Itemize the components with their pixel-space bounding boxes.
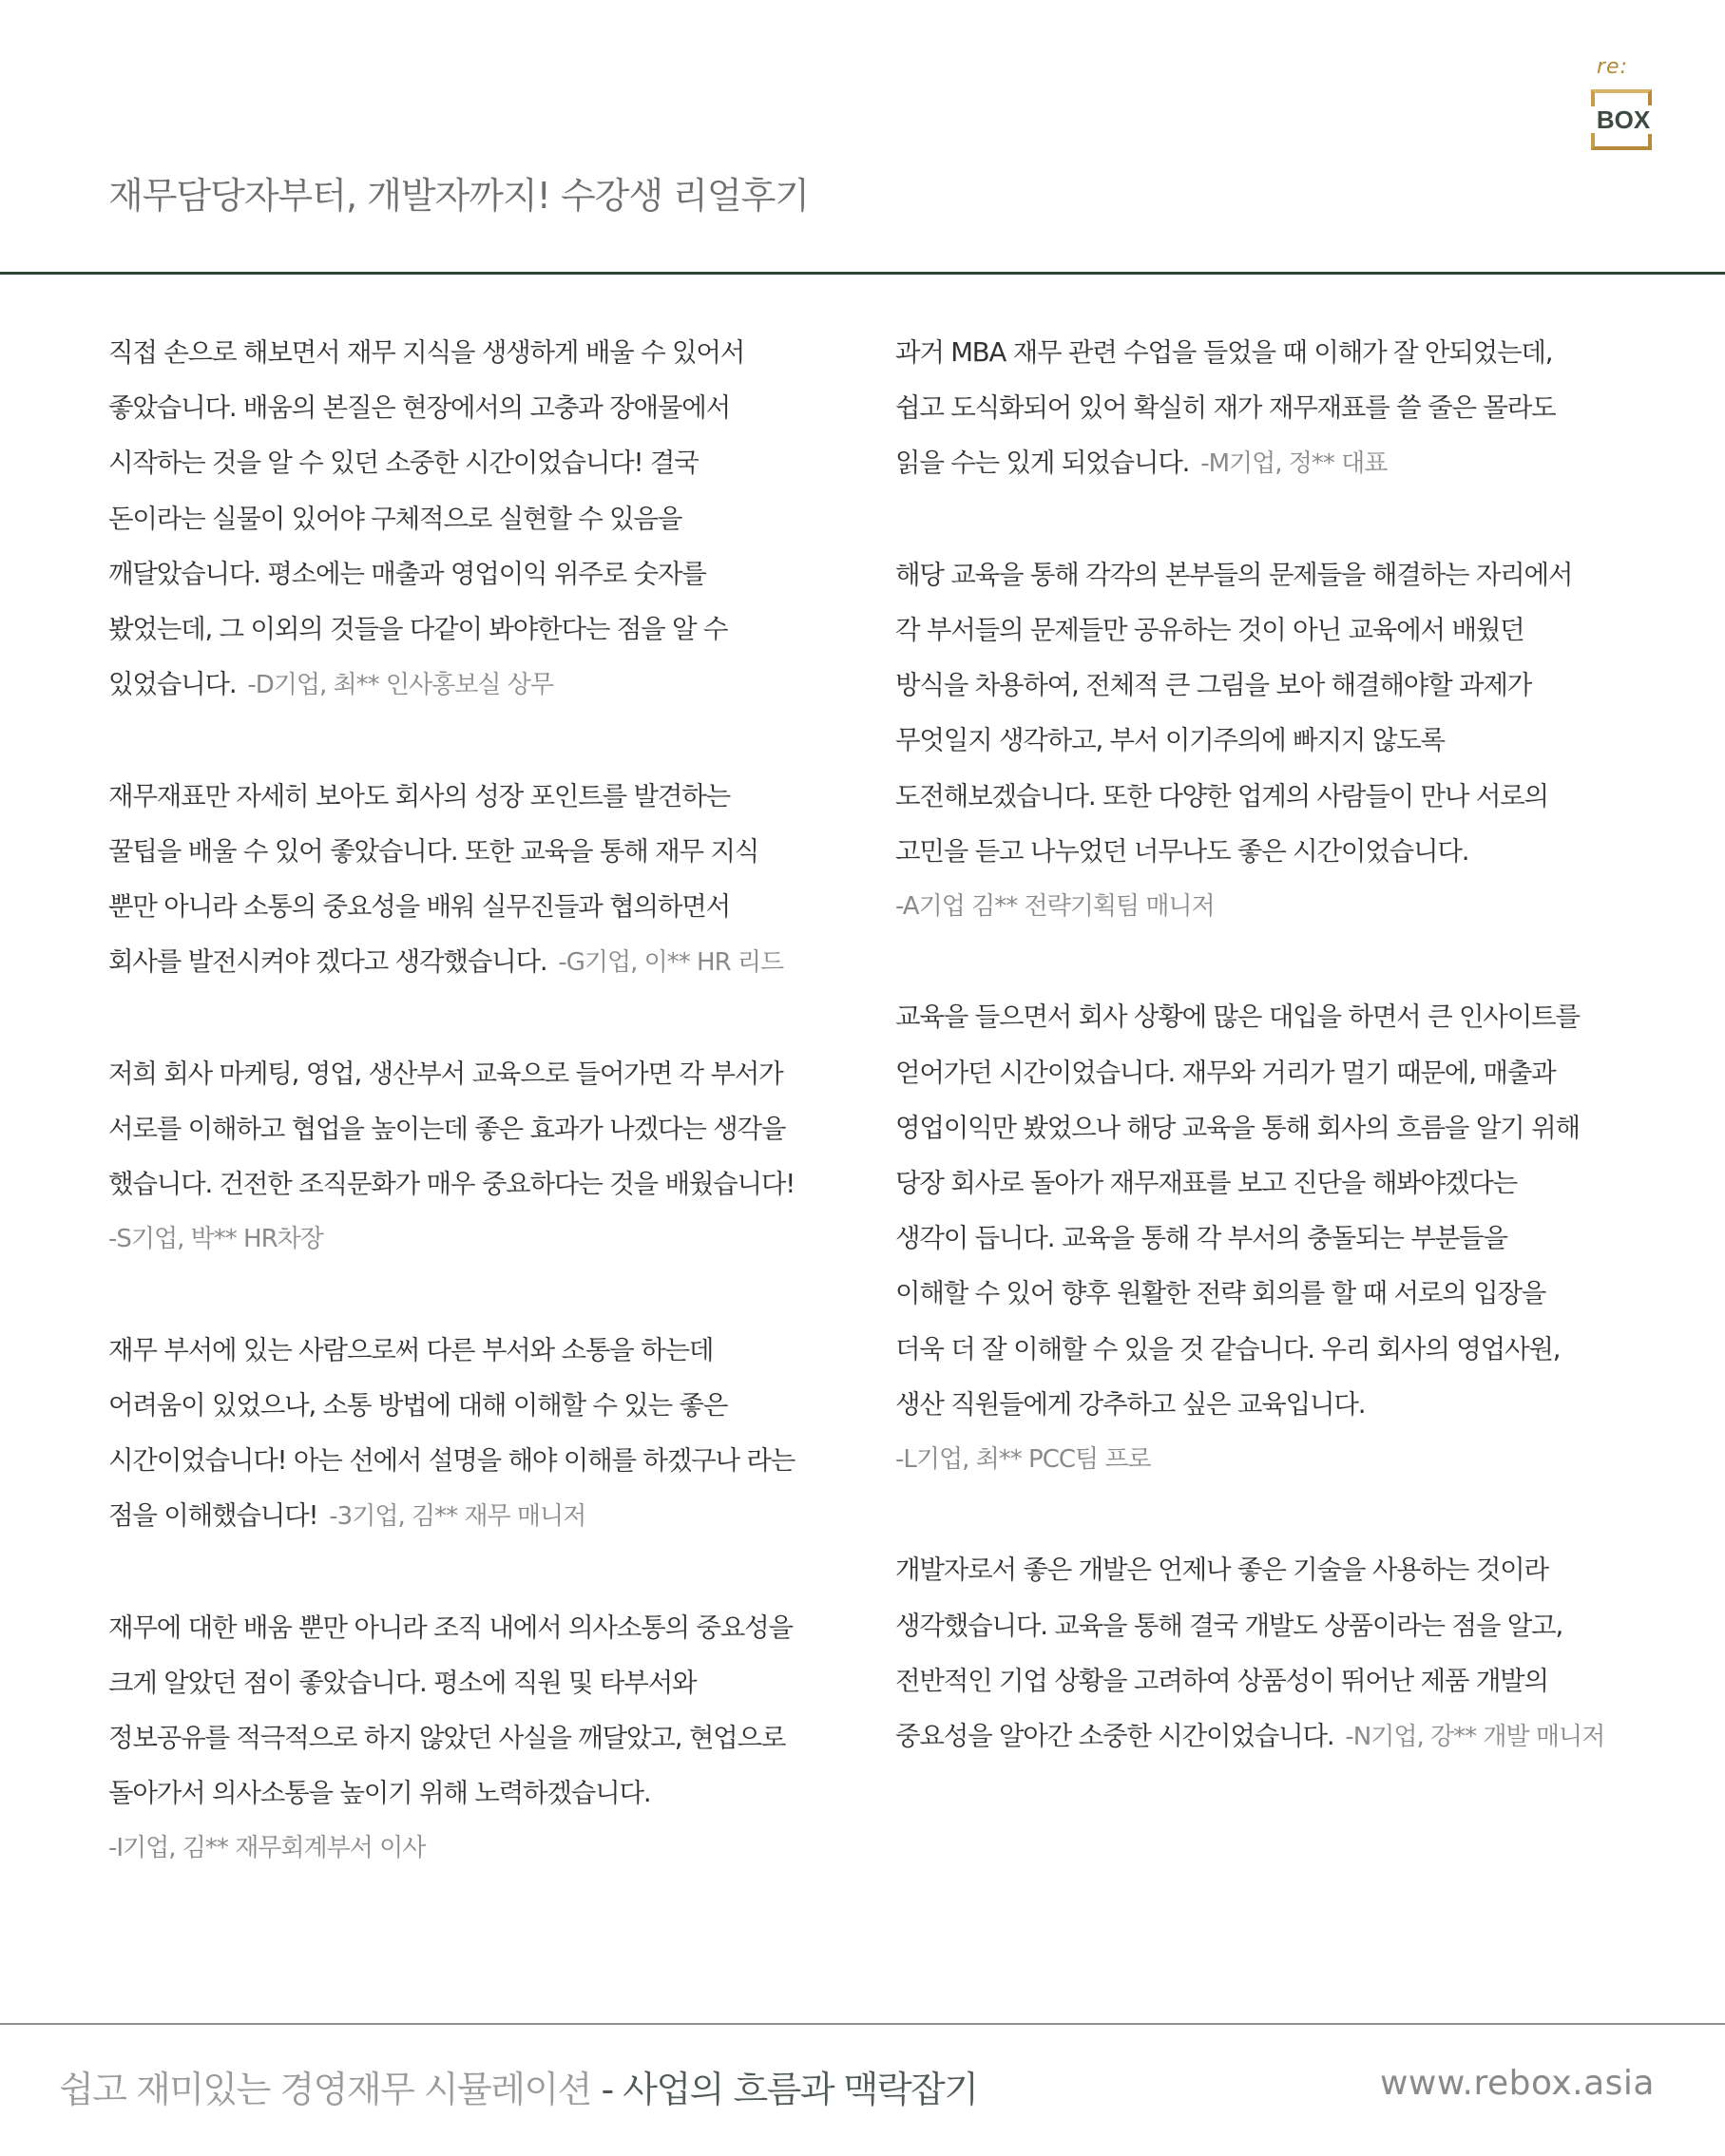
review-line: 꿀팁을 배울 수 있어 좋았습니다. 또한 교육을 통해 재무 지식: [108, 835, 759, 867]
review-line: 교육을 들으면서 회사 상황에 많은 대입을 하면서 큰 인사이트를: [895, 1002, 1580, 1033]
review-line-last: 회사를 발전시켜야 겠다고 생각했습니다. -G기업, 이** HR 리드: [108, 946, 784, 978]
footer-course-title: [59, 2060, 977, 2112]
review-item: [108, 325, 859, 713]
review-line: 개발자로서 좋은 개발은 언제나 좋은 기술을 사용하는 것이라: [895, 1555, 1548, 1586]
review-item: [108, 1323, 859, 1545]
review-line: 돈이라는 실물이 있어야 구체적으로 실현할 수 있음을: [108, 503, 682, 534]
review-attribution: -3기업, 김** 재무 매니저: [329, 1502, 586, 1532]
reviews-right-column: [895, 325, 1646, 1820]
footer-website-link[interactable]: www.rebox.asia: [1379, 2064, 1655, 2103]
review-line: 전반적인 기업 상황을 고려하여 상품성이 뛰어난 제품 개발의: [895, 1665, 1548, 1696]
logo-name: BOX: [1585, 106, 1661, 133]
reviews-left-column: [108, 325, 859, 1932]
review-line: 방식을 차용하여, 전체적 큰 그림을 보아 해결해야할 과제가: [895, 670, 1532, 701]
review-attribution: -N기업, 강** 개발 매니저: [1345, 1723, 1605, 1752]
review-line: 정보공유를 적극적으로 하지 않았던 사실을 깨달았고, 현업으로: [108, 1723, 786, 1754]
review-attribution: -G기업, 이** HR 리드: [558, 948, 784, 978]
logo-prefix: re:: [1597, 55, 1628, 79]
review-line: 과거 MBA 재무 관련 수업을 들었을 때 이해가 잘 안되었는데,: [895, 337, 1553, 368]
review-line: 재무재표만 자세히 보아도 회사의 성장 포인트를 발견하는: [108, 780, 731, 811]
review-line: 해당 교육을 통해 각각의 본부들의 문제들을 해결하는 자리에서: [895, 559, 1573, 590]
review-line: 봤었는데, 그 이외의 것들을 다같이 봐야한다는 점을 알 수: [108, 614, 728, 645]
review-attribution: -L기업, 최** PCC팀 프로: [895, 1445, 1151, 1475]
review-line-last: 읽을 수는 있게 되었습니다. -M기업, 정** 대표: [895, 448, 1388, 479]
review-line: 무엇일지 생각하고, 부서 이기주의에 빠지지 않도록: [895, 725, 1445, 756]
review-line-last: 중요성을 알아간 소중한 시간이었습니다. -N기업, 강** 개발 매니저: [895, 1721, 1605, 1752]
review-line: 저희 회사 마케팅, 영업, 생산부서 교육으로 들어가면 각 부서가: [108, 1058, 783, 1089]
review-attribution: -A기업 김** 전략기획팀 매니저: [895, 892, 1215, 922]
header-divider: [0, 272, 1725, 275]
review-line: 시작하는 것을 알 수 있던 소중한 시간이었습니다! 결국: [108, 448, 699, 479]
review-line: 이해할 수 있어 향후 원활한 전략 회의를 할 때 서로의 입장을: [895, 1278, 1546, 1309]
review-item: [108, 1600, 859, 1877]
review-line: 고민을 듣고 나누었던 너무나도 좋은 시간이었습니다.: [895, 835, 1469, 867]
footer-divider: [0, 2023, 1725, 2025]
review-line: 영업이익만 봤었으나 해당 교육을 통해 회사의 흐름을 알기 위해: [895, 1112, 1580, 1143]
review-line: 얻어가던 시간이었습니다. 재무와 거리가 멀기 때문에, 매출과: [895, 1057, 1556, 1088]
review-attribution: -I기업, 김** 재무회계부서 이사: [108, 1834, 426, 1863]
review-item: [895, 1542, 1646, 1765]
review-line: 도전해보겠습니다. 또한 다양한 업계의 사람들이 만나 서로의: [895, 780, 1548, 811]
review-line: 시간이었습니다! 아는 선에서 설명을 해야 이해를 하겠구나 라는: [108, 1445, 795, 1477]
review-line: 더욱 더 잘 이해할 수 있을 것 같습니다. 우리 회사의 영업사원,: [895, 1333, 1561, 1364]
review-line: 각 부서들의 문제들만 공유하는 것이 아닌 교육에서 배웠던: [895, 615, 1524, 645]
review-line: 생각했습니다. 교육을 통해 결국 개발도 상품이라는 점을 알고,: [895, 1610, 1562, 1641]
review-line: 어려움이 있었으나, 소통 방법에 대해 이해할 수 있는 좋은: [108, 1389, 728, 1421]
review-line-last: 있었습니다. -D기업, 최** 인사홍보실 상무: [108, 669, 553, 700]
review-item: [895, 547, 1646, 934]
review-item: [108, 1046, 859, 1268]
page-title: 재무담당자부터, 개발자까지! 수강생 리얼후기: [108, 175, 810, 217]
review-line: 쉽고 도식화되어 있어 확실히 재가 재무재표를 쓸 줄은 몰라도: [895, 392, 1556, 424]
review-item: [108, 769, 859, 991]
footer-dash: -: [590, 2069, 623, 2110]
review-line: 생산 직원들에게 강추하고 싶은 교육입니다.: [895, 1388, 1366, 1420]
review-attribution: -S기업, 박** HR차장: [108, 1225, 323, 1254]
review-item: [895, 325, 1646, 492]
review-line: 좋았습니다. 배움의 본질은 현장에서의 고충과 장애물에서: [108, 392, 731, 424]
review-line: 직접 손으로 해보면서 재무 지식을 생생하게 배울 수 있어서: [108, 337, 745, 368]
review-line-last: 점을 이해했습니다! -3기업, 김** 재무 매니저: [108, 1500, 586, 1532]
review-attribution: -M기업, 정** 대표: [1200, 449, 1388, 479]
review-attribution: -D기업, 최** 인사홍보실 상무: [247, 671, 553, 700]
review-line: 서로를 이해하고 협업을 높이는데 좋은 효과가 나겠다는 생각을: [108, 1113, 786, 1144]
review-line: 크게 알았던 점이 좋았습니다. 평소에 직원 및 타부서와: [108, 1667, 697, 1698]
review-item: [895, 989, 1646, 1487]
rebox-logo: [1585, 55, 1661, 160]
review-line: 했습니다. 건전한 조직문화가 매우 중요하다는 것을 배웠습니다!: [108, 1169, 795, 1200]
review-line: 뿐만 아니라 소통의 중요성을 배워 실무진들과 협의하면서: [108, 891, 731, 923]
review-line: 깨달았습니다. 평소에는 매출과 영업이익 위주로 숫자를: [108, 558, 706, 589]
review-line: 당장 회사로 돌아가 재무재표를 보고 진단을 해봐야겠다는: [895, 1168, 1518, 1199]
review-line: 돌아가서 의사소통을 높이기 위해 노력하겠습니다.: [108, 1778, 651, 1809]
footer-course-prefix: 쉽고 재미있는 경영재무 시뮬레이션: [59, 2069, 591, 2110]
review-line: 재무 부서에 있는 사람으로써 다른 부서와 소통을 하는데: [108, 1334, 714, 1365]
footer-course-subtitle: 사업의 흐름과 맥락잡기: [623, 2069, 978, 2110]
review-line: 생각이 듭니다. 교육을 통해 각 부서의 충돌되는 부분들을: [895, 1223, 1507, 1254]
review-line: 재무에 대한 배움 뿐만 아니라 조직 내에서 의사소통의 중요성을: [108, 1612, 793, 1643]
